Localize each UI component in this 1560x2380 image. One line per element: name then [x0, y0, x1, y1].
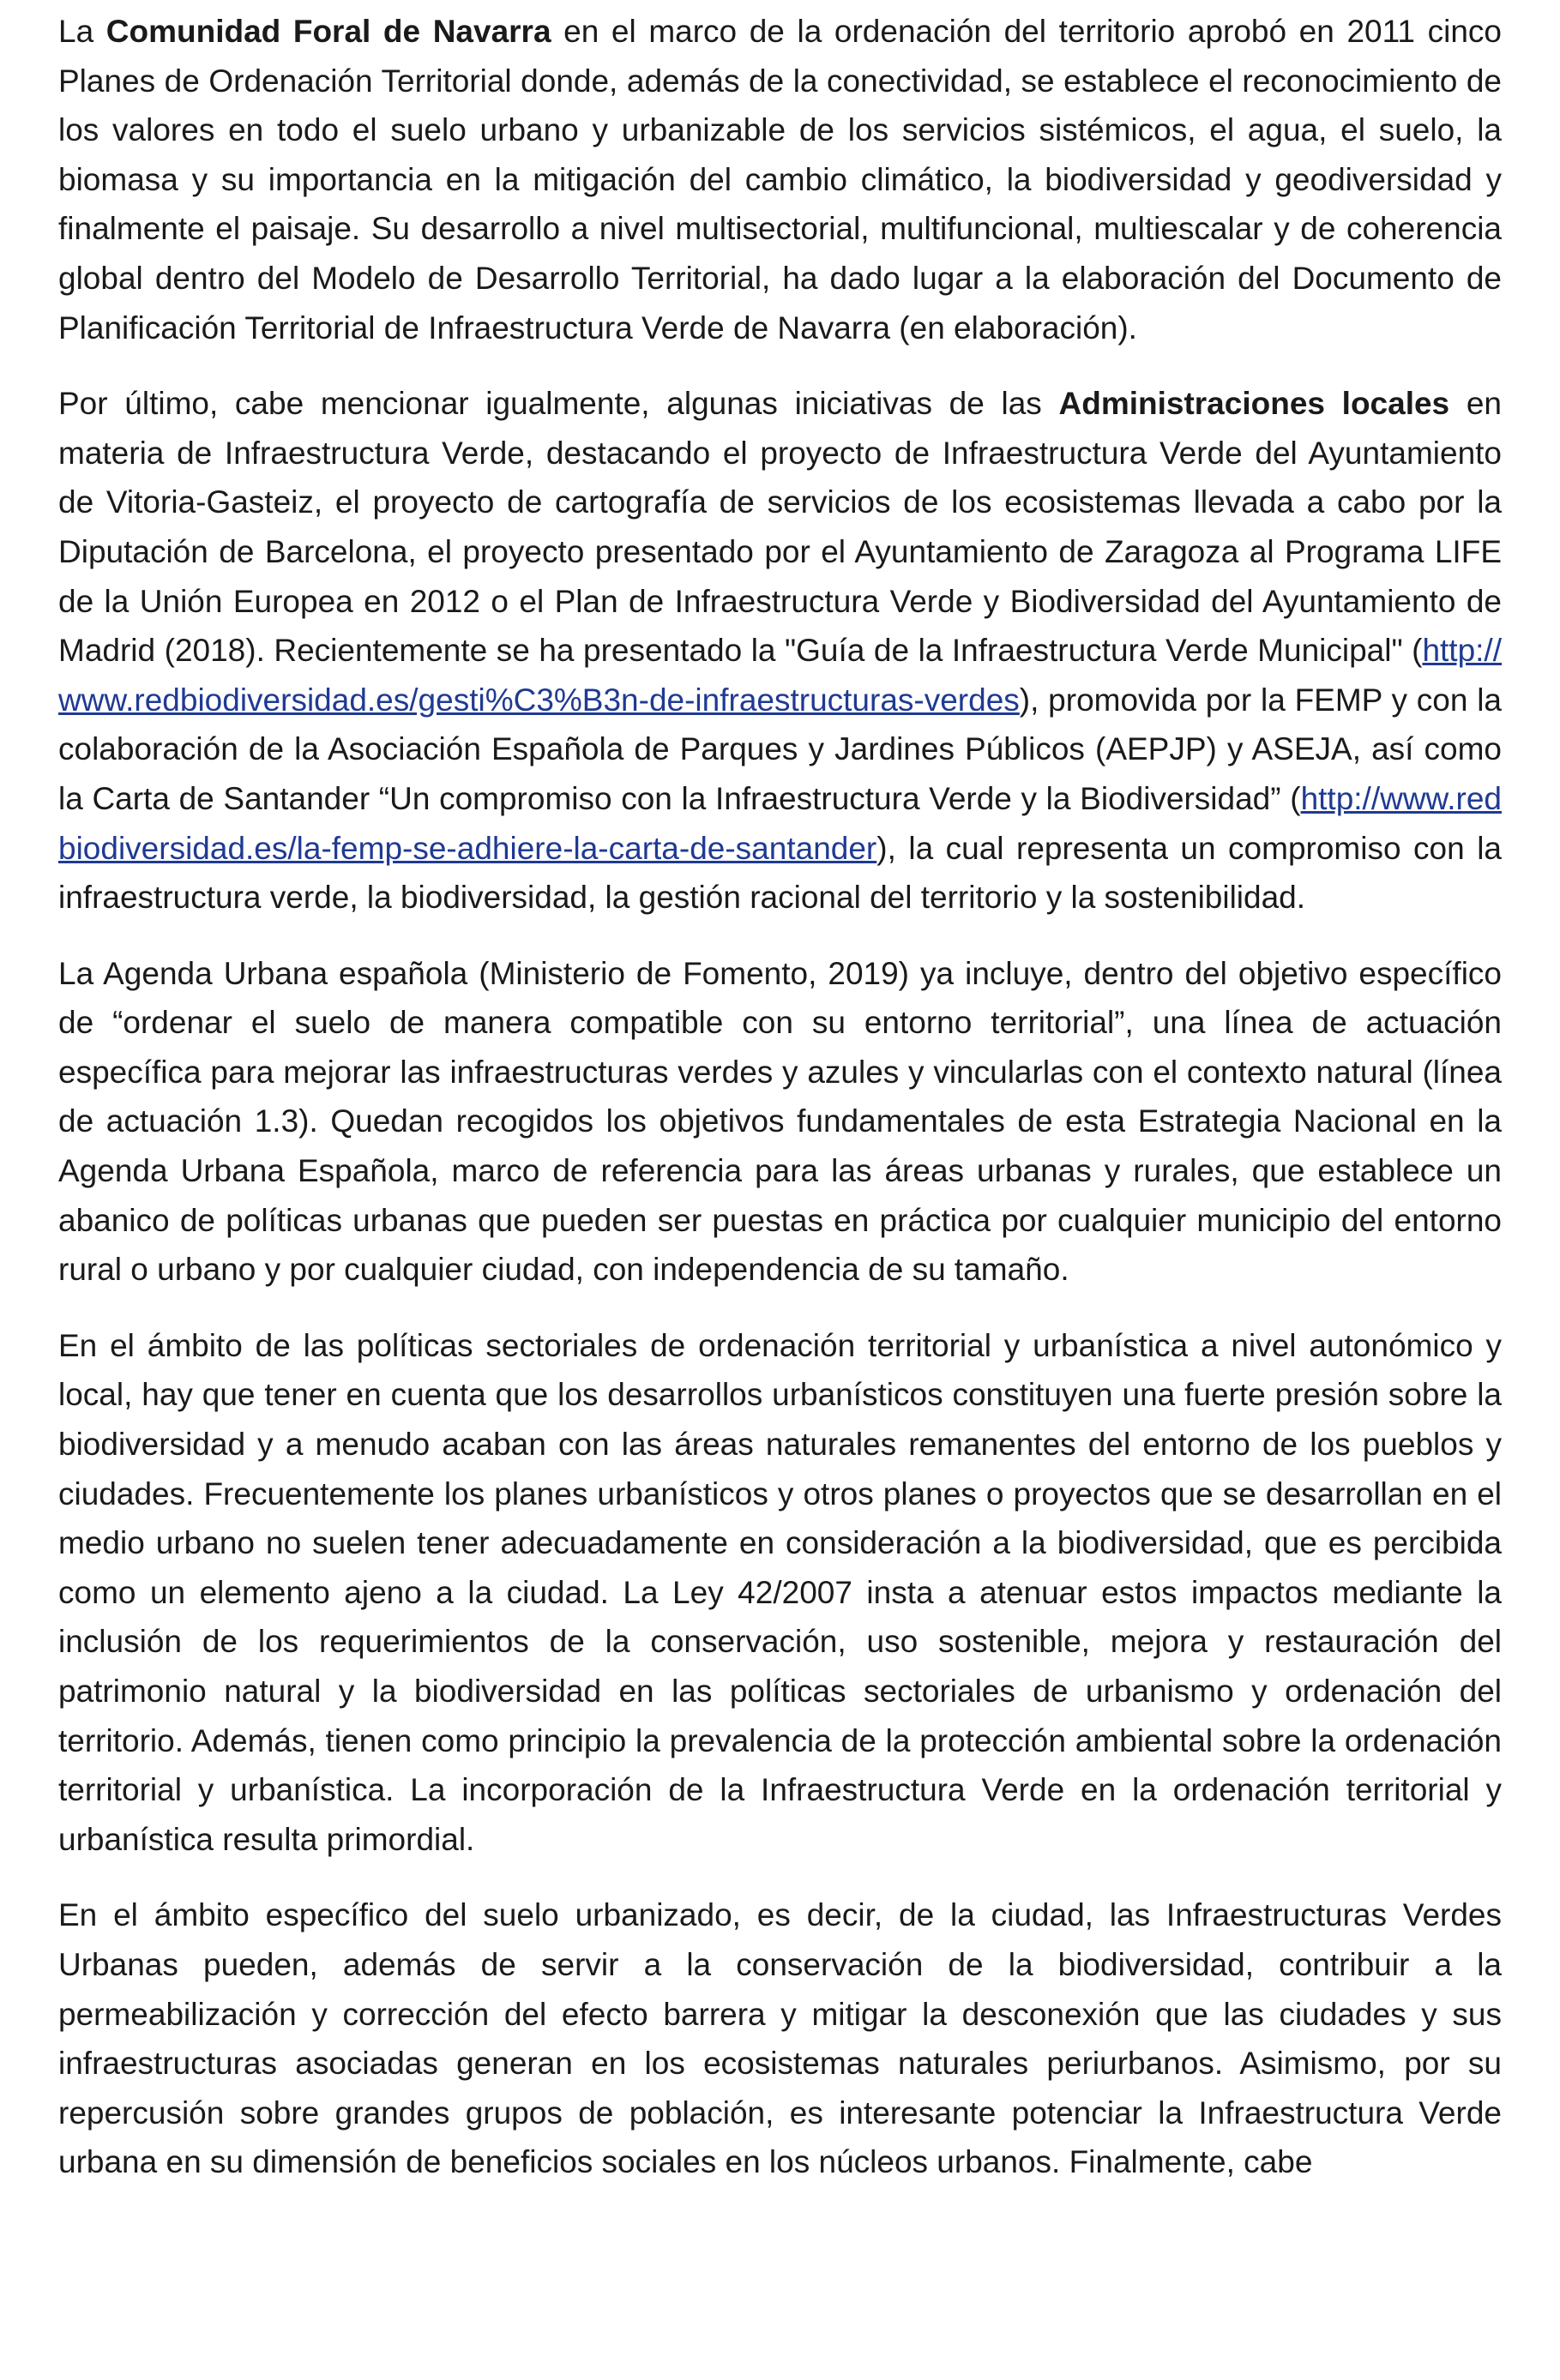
bold-term-comunidad-foral: Comunidad Foral de Navarra	[105, 14, 551, 49]
bold-term-administraciones-locales: Administraciones locales	[1058, 386, 1450, 422]
text-run: ), promovida por la FEMP y con la colaboración de la Asociación Española de Parques y Jardines Públicos (AEPJP) y ASEJA, así como la Carta de Santander “Un compromiso con la Infraestructura Verde y la Biodiversidad” (	[58, 682, 1502, 816]
link-carta-santander[interactable]: http://www.redbiodiversidad.es/la-femp-se-adhiere-la-carta-de-santander	[58, 780, 1502, 866]
paragraph-suelo-urbanizado: En el ámbito específico del suelo urbanizado, es decir, de la ciudad, las Infraestructuras Verdes Urbanas pueden, además de servir a la conservación de la biodiversidad, contribuir a la permeabilización y corrección del efecto barrera y mitigar la desconexión que las ciudades y sus infraestructuras asociadas generan en los ecosistemas naturales periurbanos. Asimismo, por su repercusión sobre grandes grupos de población, es interesante potenciar la Infraestructura Verde urbana en su dimensión de beneficios sociales en los núcleos urbanos. Finalmente, cabe	[58, 1897, 1502, 2180]
paragraph-navarra	[58, 7, 1502, 352]
text-run: Por último, cabe mencionar igualmente, algunas iniciativas de las	[58, 386, 1059, 422]
text-run: ), la cual representa un compromiso con la infraestructura verde, la biodiversidad, la gestión racional del territorio y la sostenibilidad.	[58, 830, 1502, 916]
text-run: La	[58, 14, 106, 49]
text-run: en el marco de la ordenación del territorio aprobó en 2011 cinco Planes de Ordenación Territorial donde, además de la conectividad, se establece el reconocimiento de los valores en todo el suelo urbano y urbanizable de los servicios sistémicos, el agua, el suelo, la biomasa y su importancia en la mitigación del cambio climático, la biodiversidad y geodiversidad y finalmente el paisaje. Su desarrollo a nivel multisectorial, multifuncional, multiescalar y de coherencia global dentro del Modelo de Desarrollo Territorial, ha dado lugar a la elaboración del Documento de Planificación Territorial de Infraestructura Verde de Navarra (en elaboración).	[58, 14, 1502, 346]
document-page	[58, 7, 1502, 2214]
paragraph-agenda-urbana: La Agenda Urbana española (Ministerio de Fomento, 2019) ya incluye, dentro del objetivo específico de “ordenar el suelo de manera compatible con su entorno territorial”, una línea de actuación específica para mejorar las infraestructuras verdes y azules y vincularlas con el contexto natural (línea de actuación 1.3). Quedan recogidos los objetivos fundamentales de esta Estrategia Nacional en la Agenda Urbana Española, marco de referencia para las áreas urbanas y rurales, que establece un abanico de políticas urbanas que pueden ser puestas en práctica por cualquier municipio del entorno rural o urbano y por cualquier ciudad, con independencia de su tamaño.	[58, 955, 1502, 1288]
text-run: en materia de Infraestructura Verde, destacando el proyecto de Infraestructura Verde del Ayuntamiento de Vitoria-Gasteiz, el proyecto de cartografía de servicios de los ecosistemas llevada a cabo por la Diputación de Barcelona, el proyecto presentado por el Ayuntamiento de Zaragoza al Programa LIFE de la Unión Europea en 2012 o el Plan de Infraestructura Verde y Biodiversidad del Ayuntamiento de Madrid (2018). Recientemente se ha presentado la "Guía de la Infraestructura Verde Municipal" (	[58, 386, 1502, 669]
link-guia-infraestructura-verde[interactable]: http://www.redbiodiversidad.es/gesti%C3%B3n-de-infraestructuras-verdes	[58, 633, 1502, 718]
paragraph-administraciones-locales	[58, 379, 1502, 923]
paragraph-politicas-sectoriales: En el ámbito de las políticas sectoriales de ordenación territorial y urbanística a nivel autonómico y local, hay que tener en cuenta que los desarrollos urbanísticos constituyen una fuerte presión sobre la biodiversidad y a menudo acaban con las áreas naturales remanentes del entorno de los pueblos y ciudades. Frecuentemente los planes urbanísticos y otros planes o proyectos que se desarrollan en el medio urbano no suelen tener adecuadamente en consideración a la biodiversidad, que es percibida como un elemento ajeno a la ciudad. La Ley 42/2007 insta a atenuar estos impactos mediante la inclusión de los requerimientos de la conservación, uso sostenible, mejora y restauración del patrimonio natural y la biodiversidad en las políticas sectoriales de urbanismo y ordenación del territorio. Además, tienen como principio la prevalencia de la protección ambiental sobre la ordenación territorial y urbanística. La incorporación de la Infraestructura Verde en la ordenación territorial y urbanística resulta primordial.	[58, 1327, 1502, 1857]
